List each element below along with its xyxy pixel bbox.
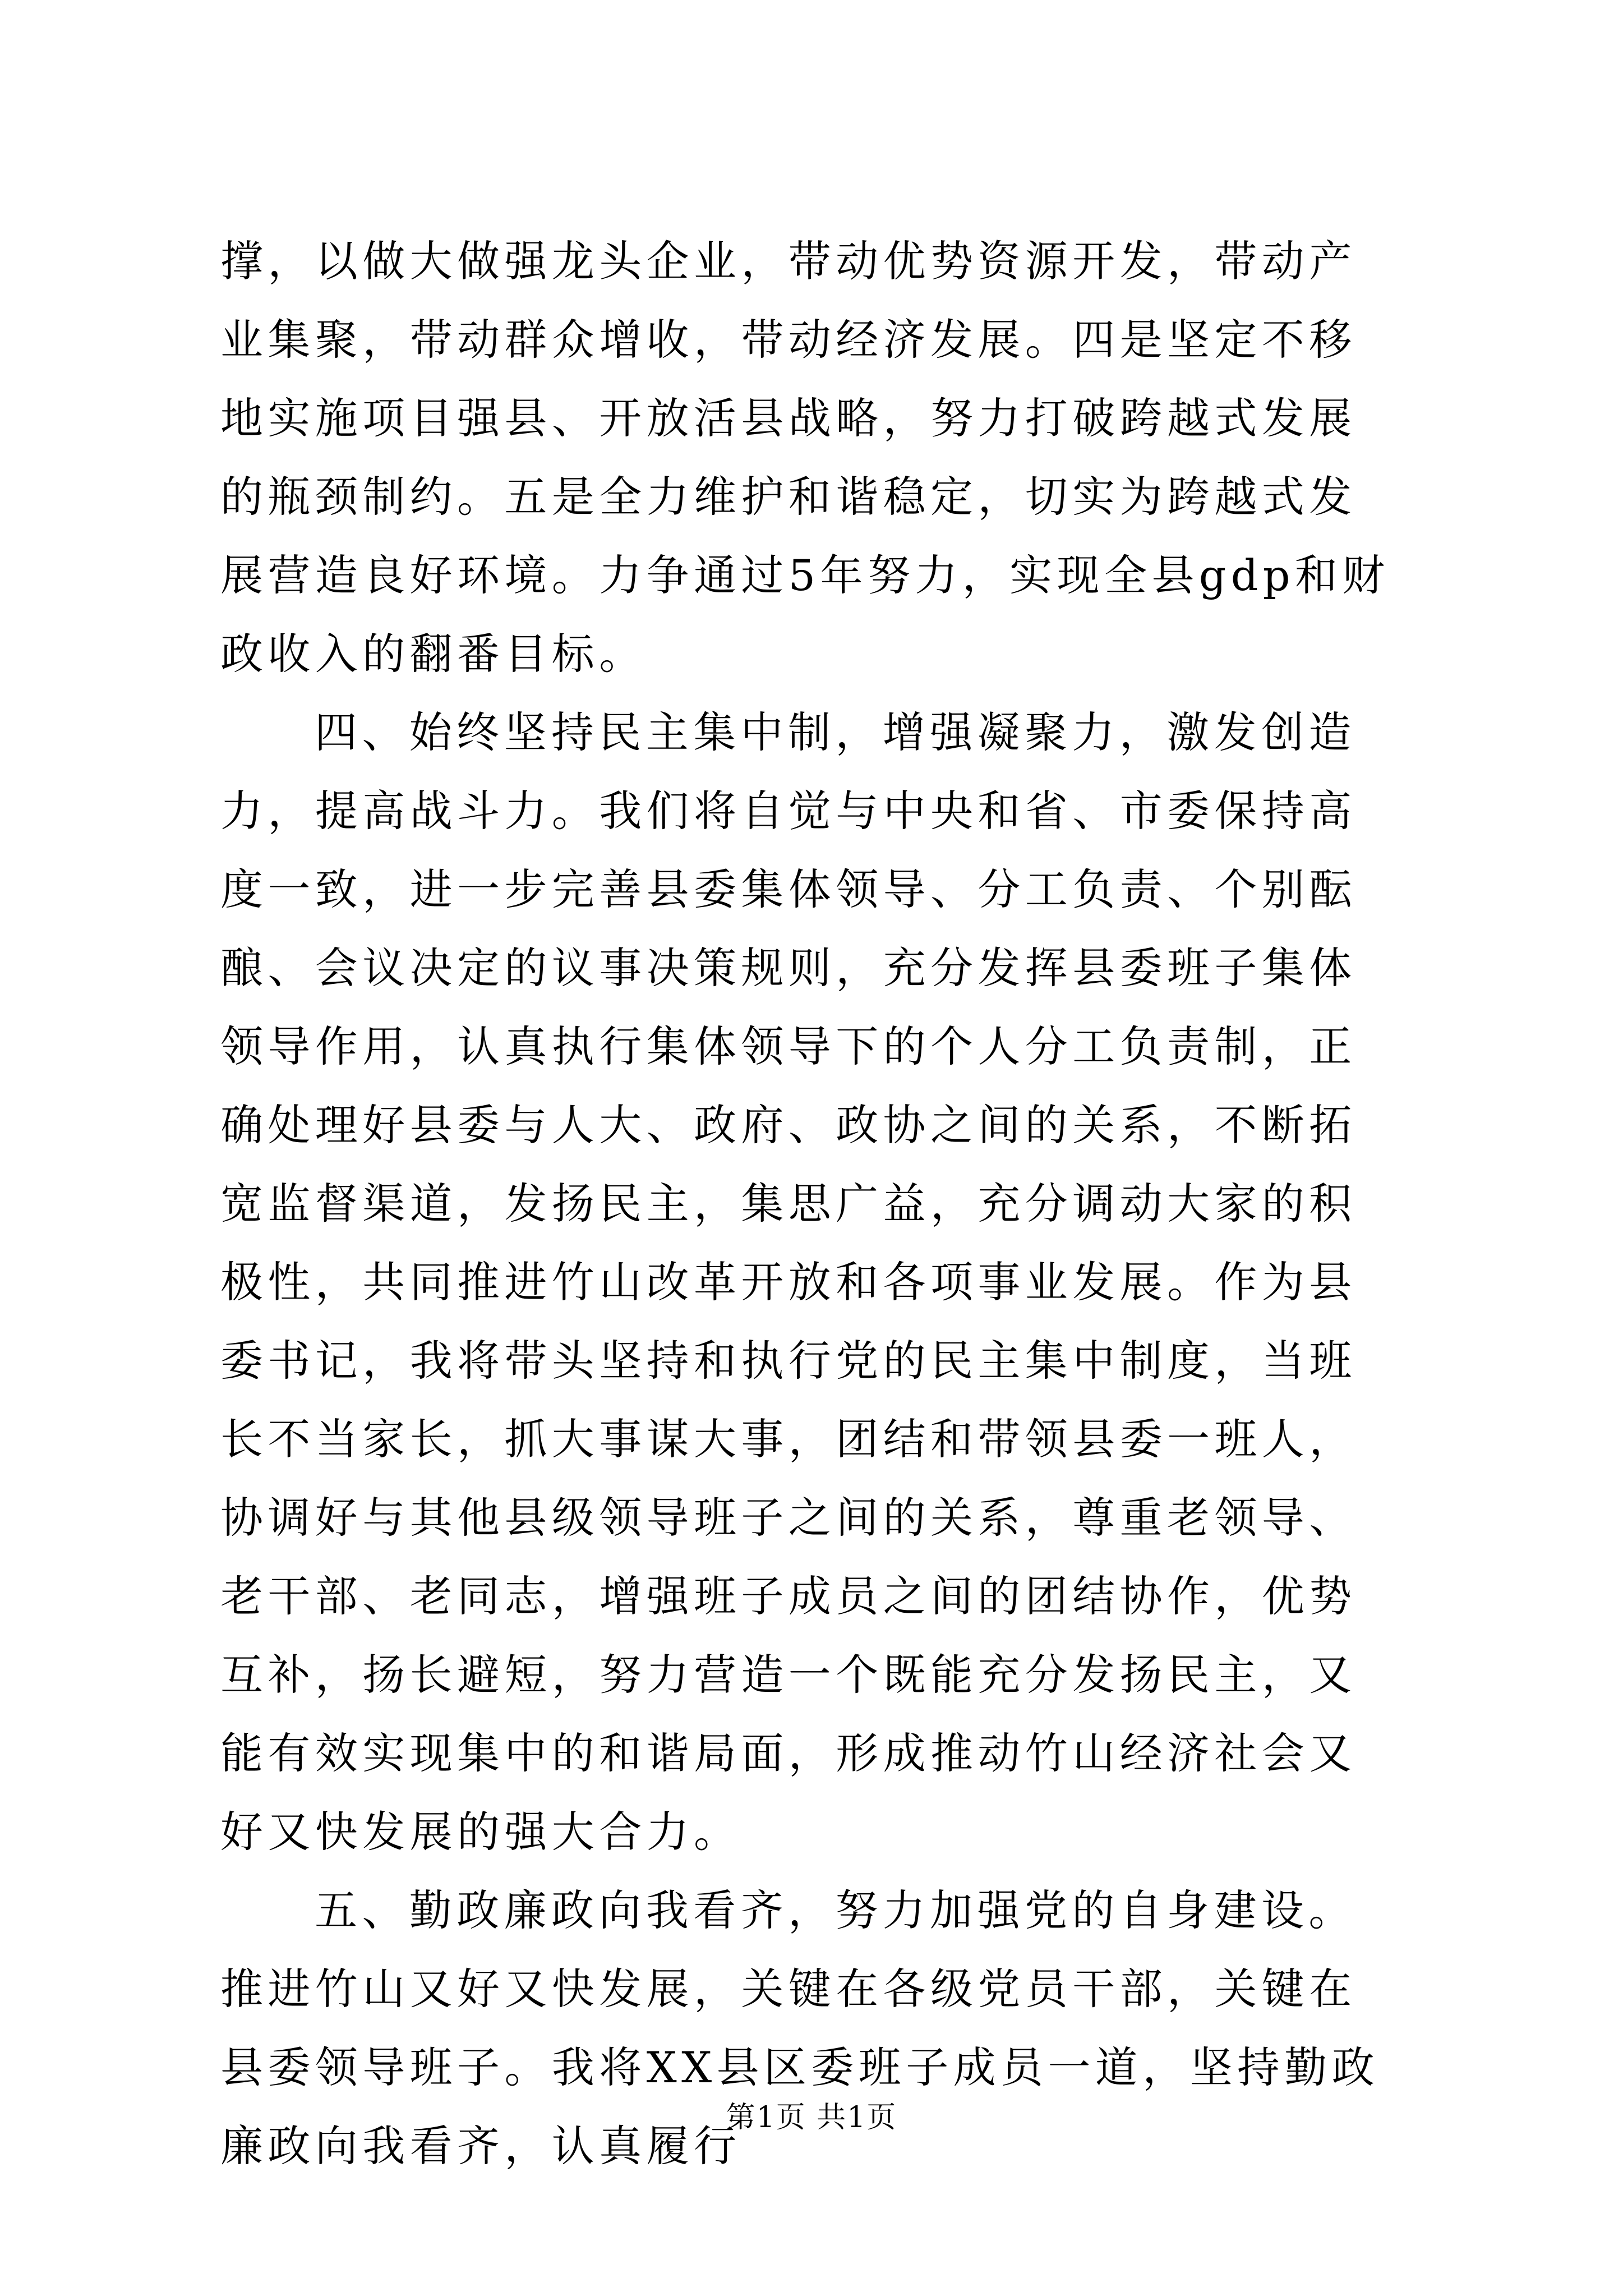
paragraph-section-four: 四、始终坚持民主集中制，增强凝聚力，激发创造力，提高战斗力。我们将自觉与中央和省、市委保持高度一致，进一步完善县委集体领导、分工负责、个别酝酿、会议决定的议事决策规则，充分发挥县委班子集体领导作用，认真执行集体领导下的个人分工负责制，正确处理好县委与人大、政府、政协之间的关系，不断拓宽监督渠道，发扬民主，集思广益，充分调动大家的积极性，共同推进竹山改革开放和各项事业发展。作为县委书记，我将带头坚持和执行党的民主集中制度，当班长不当家长，抓大事谋大事，团结和带领县委一班人，协调好与其他县级领导班子之间的关系，尊重老领导、老干部、老同志，增强班子成员之间的团结协作，优势互补，扬长避短，努力营造一个既能充分发扬民主，又能有效实现集中的和谐局面，形成推动竹山经济社会又好又快发展的强大合力。: [220, 707, 1357, 1857]
page-footer: 第1页 共1页: [726, 2101, 897, 2134]
document-body: [220, 222, 1403, 2185]
paragraph-continuation: 撑，以做大做强龙头企业，带动优势资源开发，带动产业集聚，带动群众增收，带动经济发展。四是坚定不移地实施项目强县、开放活县战略，努力打破跨越式发展的瓶颈制约。五是全力维护和谐稳定，切实为跨越式发展营造良好环境。力争通过5年努力，实现全县gdp和财政收入的翻番目标。: [220, 236, 1390, 679]
paragraph-section-five: 五、勤政廉政向我看齐，努力加强党的自身建设。推进竹山又好又快发展，关键在各级党员干部，关键在县委领导班子。我将XX县区委班子成员一道，坚持勤政廉政向我看齐，认真履行: [220, 1885, 1380, 2171]
